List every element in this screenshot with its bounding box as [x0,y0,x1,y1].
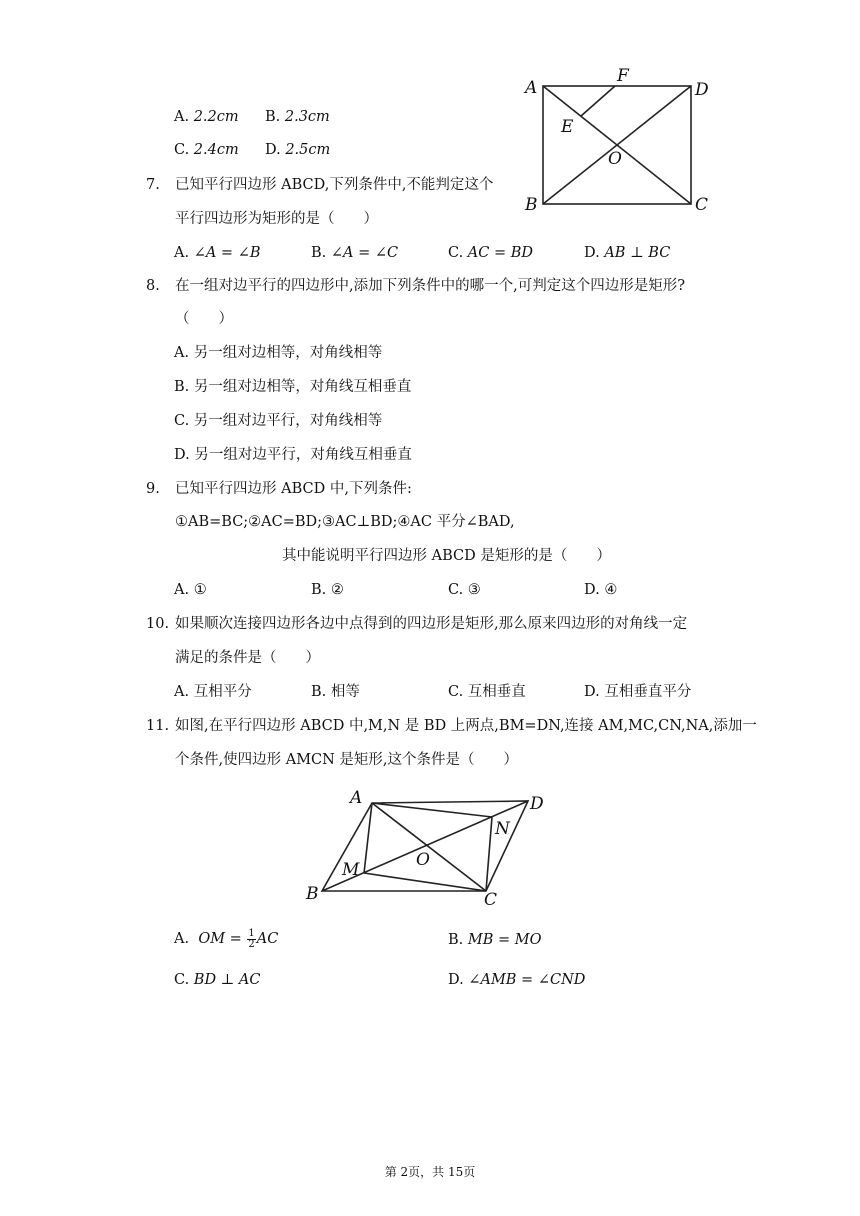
q10-option-c [448,682,526,702]
fig1-label-f: F [617,66,629,86]
q11-option-a-lhs: OM = [198,931,242,947]
q10-option-b-label: B. [311,684,327,700]
q10-option-a-text: 互相平分 [193,684,252,700]
q6-option-d-text: 2.5cm [285,142,331,158]
q10-option-b-text: 相等 [330,684,360,700]
q11-option-b-label: B. [448,932,464,948]
q8-line1: 在一组对边平行的四边形中,添加下列条件中的哪一个,可判定这个四边形是矩形? [175,278,685,294]
fig1-label-d: D [695,80,709,100]
q10-line2: 满足的条件是（ ） [175,650,320,666]
fig2-label-a: A [350,788,363,808]
q10-option-b [311,682,360,702]
segment-mc [364,873,486,891]
q8-option-b-text: 另一组对边相等，对角线互相垂直 [193,379,412,395]
q6-option-b-label: B. [265,109,281,125]
q7-option-c-label: C. [448,245,464,261]
fig2-label-n: N [495,819,510,839]
q8-option-d-text: 另一组对边平行，对角线互相垂直 [194,447,412,463]
q9-option-a-text: ① [193,582,207,598]
q6-option-a [174,107,239,127]
q8-option-a-text: 另一组对边相等，对角线相等 [193,345,383,361]
q7-option-a-label: A. [174,245,190,261]
q11-option-d-text: ∠AMB = ∠CND [468,972,586,988]
fig2-label-b: B [306,884,319,904]
fig1-label-c: C [695,195,709,215]
q7-number: 7. [146,177,160,193]
fig1-label-a: A [525,78,538,98]
parallelogram-figure [300,783,560,908]
q6-option-c-text: 2.4cm [193,142,239,158]
fig1-label-b: B [525,195,538,215]
fig2-label-c: C [484,890,498,908]
fraction [247,929,255,950]
q7-line1: 已知平行四边形 ABCD,下列条件中,不能判定这个 [175,177,494,193]
q11-option-d-label: D. [448,972,464,988]
q9-option-c-text: ③ [467,582,481,598]
q7-line2: 平行四边形为矩形的是（ ） [175,211,378,227]
q11-line1: 如图,在平行四边形 ABCD 中,M,N 是 BD 上两点,BM=DN,连接 AM,MC,CN,NA,添加一 [175,718,757,734]
q10-line1: 如果顺次连接四边形各边中点得到的四边形是矩形,那么原来四边形的对角线一定 [175,616,688,632]
q7-option-d-label: D. [584,245,600,261]
q7-option-b [311,243,398,263]
segment-ef [581,86,615,116]
q10-option-c-text: 互相垂直 [467,684,526,700]
q11-option-c [174,970,261,990]
q11-option-c-label: C. [174,972,190,988]
q9-option-a [174,580,207,600]
q10-number: 10. [146,616,170,632]
q8-option-c [174,411,382,431]
q6-option-b [265,107,330,127]
q8-line2: （ ） [175,311,233,327]
q6-option-a-text: 2.2cm [193,109,239,125]
q8-number: 8. [146,278,160,294]
q6-option-a-label: A. [174,109,190,125]
fraction-denominator: 2 [248,938,255,950]
q9-option-d-label: D. [584,582,600,598]
q9-option-b-text: ② [330,582,344,598]
q10-option-d-label: D. [584,684,600,700]
q10-option-c-label: C. [448,684,464,700]
page-footer: 第 2页，共 15页 [384,1165,476,1179]
q7-option-d [584,243,670,263]
q9-line3: 其中能说明平行四边形 ABCD 是矩形的是（ ） [282,548,611,564]
q11-option-a-label: A. [174,931,190,947]
q9-option-d-text: ④ [604,582,618,598]
fig2-label-m: M [342,860,360,880]
q8-option-a [174,343,382,363]
q7-option-a-text: ∠A = ∠B [193,245,261,261]
q7-option-d-text: AB ⊥ BC [604,245,671,261]
q7-option-b-label: B. [311,245,327,261]
q6-option-d-label: D. [265,142,281,158]
q8-option-c-label: C. [174,413,190,429]
q11-line2: 个条件,使四边形 AMCN 是矩形,这个条件是（ ） [175,752,519,768]
q7-option-b-text: ∠A = ∠C [330,245,399,261]
q8-option-d-label: D. [174,447,190,463]
q10-option-a-label: A. [174,684,190,700]
q10-option-a [174,682,252,702]
q6-option-d [265,140,330,160]
q11-option-b-text: MB = MO [467,932,542,948]
q11-number: 11. [146,718,170,734]
q6-option-c-label: C. [174,142,190,158]
q11-option-a [174,928,278,950]
q8-option-d [174,445,412,465]
q8-option-c-text: 另一组对边平行，对角线相等 [193,413,383,429]
q8-option-a-label: A. [174,345,190,361]
q11-option-c-text: BD ⊥ AC [193,972,261,988]
q11-option-b [448,930,541,950]
q11-option-d [448,970,585,990]
diagonal-ac-2 [372,803,486,891]
q7-option-c-text: AC = BD [467,245,534,261]
q6-option-c [174,140,239,160]
fraction-numerator: 1 [248,927,255,939]
rectangle-figure [515,62,715,218]
q9-option-d [584,580,617,600]
q8-option-b-label: B. [174,379,190,395]
segment-na [372,803,492,817]
q9-option-b-label: B. [311,582,327,598]
q9-option-a-label: A. [174,582,190,598]
q9-option-c-label: C. [448,582,464,598]
q9-line2: ①AB=BC;②AC=BD;③AC⊥BD;④AC 平分∠BAD, [175,514,515,530]
q10-option-d-text: 互相垂直平分 [604,684,692,700]
q6-option-b-text: 2.3cm [284,109,330,125]
fig1-label-o: O [608,149,622,169]
q10-option-d [584,682,691,702]
q8-option-b [174,377,411,397]
fig1-label-e: E [561,117,574,137]
fig2-label-o: O [416,850,430,870]
q9-option-c [448,580,481,600]
q11-option-a-rhs: AC [256,931,279,947]
q9-line1: 已知平行四边形 ABCD 中,下列条件: [175,481,412,497]
q7-option-a [174,243,261,263]
q7-option-c [448,243,533,263]
q9-option-b [311,580,344,600]
q9-number: 9. [146,481,160,497]
fig2-label-d: D [530,794,544,814]
